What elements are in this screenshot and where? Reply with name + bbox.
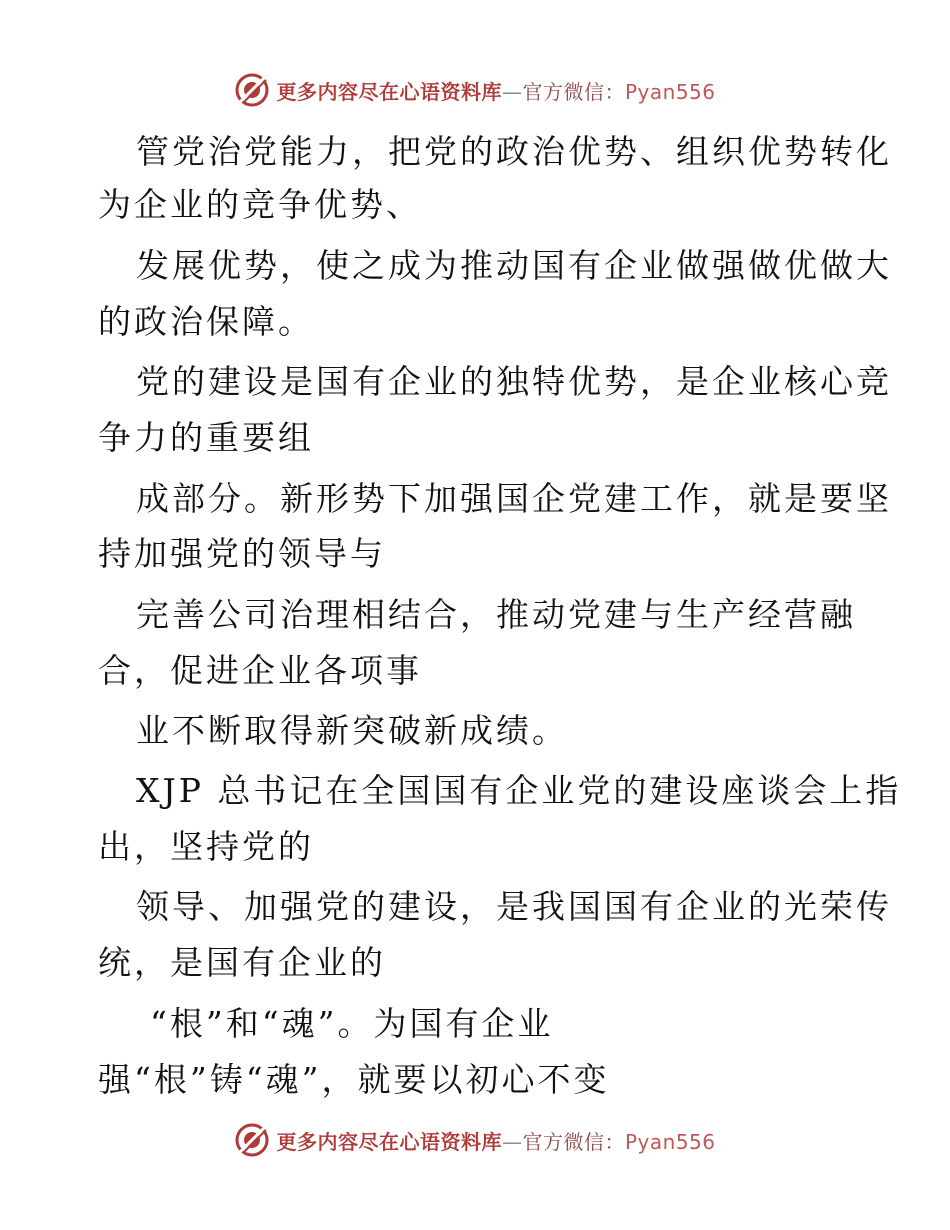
watermark-dash: — [501, 1129, 523, 1154]
watermark-dash: — [501, 79, 523, 104]
body-line: 业不断取得新突破新成绩。 [136, 711, 568, 750]
body-line: 领导、加强党的建设，是我国国有企业的光荣传 [136, 887, 892, 926]
brand-logo-icon [234, 1122, 270, 1158]
body-line: 争力的重要组 [98, 418, 314, 457]
body-line: 成部分。新形势下加强国企党建工作，就是要坚 [136, 479, 892, 518]
body-line: 统，是国有企业的 [98, 943, 386, 982]
header-watermark [0, 70, 950, 110]
brand-logo-icon [234, 72, 270, 108]
body-line: 出，坚持党的 [98, 827, 314, 866]
footer-watermark [0, 1120, 950, 1160]
watermark-official-label: 官方微信： [522, 79, 625, 104]
watermark-text [276, 1126, 715, 1155]
watermark-main: 更多内容尽在心语资料库 [276, 1129, 502, 1154]
watermark-wechat-id: Pyan556 [624, 1129, 716, 1154]
watermark-official-label: 官方微信： [522, 1129, 625, 1154]
body-line: 管党治党能力，把党的政治优势、组织优势转化 [136, 132, 892, 171]
body-line: “根”和“魂”。为国有企业 [150, 1004, 554, 1043]
body-line: 党的建设是国有企业的独特优势，是企业核心竞 [136, 362, 892, 401]
watermark-main: 更多内容尽在心语资料库 [276, 79, 502, 104]
watermark-wechat-id: Pyan556 [624, 79, 716, 104]
body-line: 持加强党的领导与 [98, 534, 386, 573]
watermark-text [276, 76, 715, 105]
body-line: 完善公司治理相结合，推动党建与生产经营融 [136, 595, 856, 634]
body-line: 为企业的竞争优势、 [98, 185, 422, 224]
body-line: 发展优势，使之成为推动国有企业做强做优做大 [136, 246, 892, 285]
body-line: 的政治保障。 [98, 302, 314, 341]
body-line: 合，促进企业各项事 [98, 651, 422, 690]
body-line: 强“根”铸“魂”，就要以初心不变 [98, 1060, 610, 1099]
body-line: XJP 总书记在全国国有企业党的建设座谈会上指 [136, 771, 902, 810]
